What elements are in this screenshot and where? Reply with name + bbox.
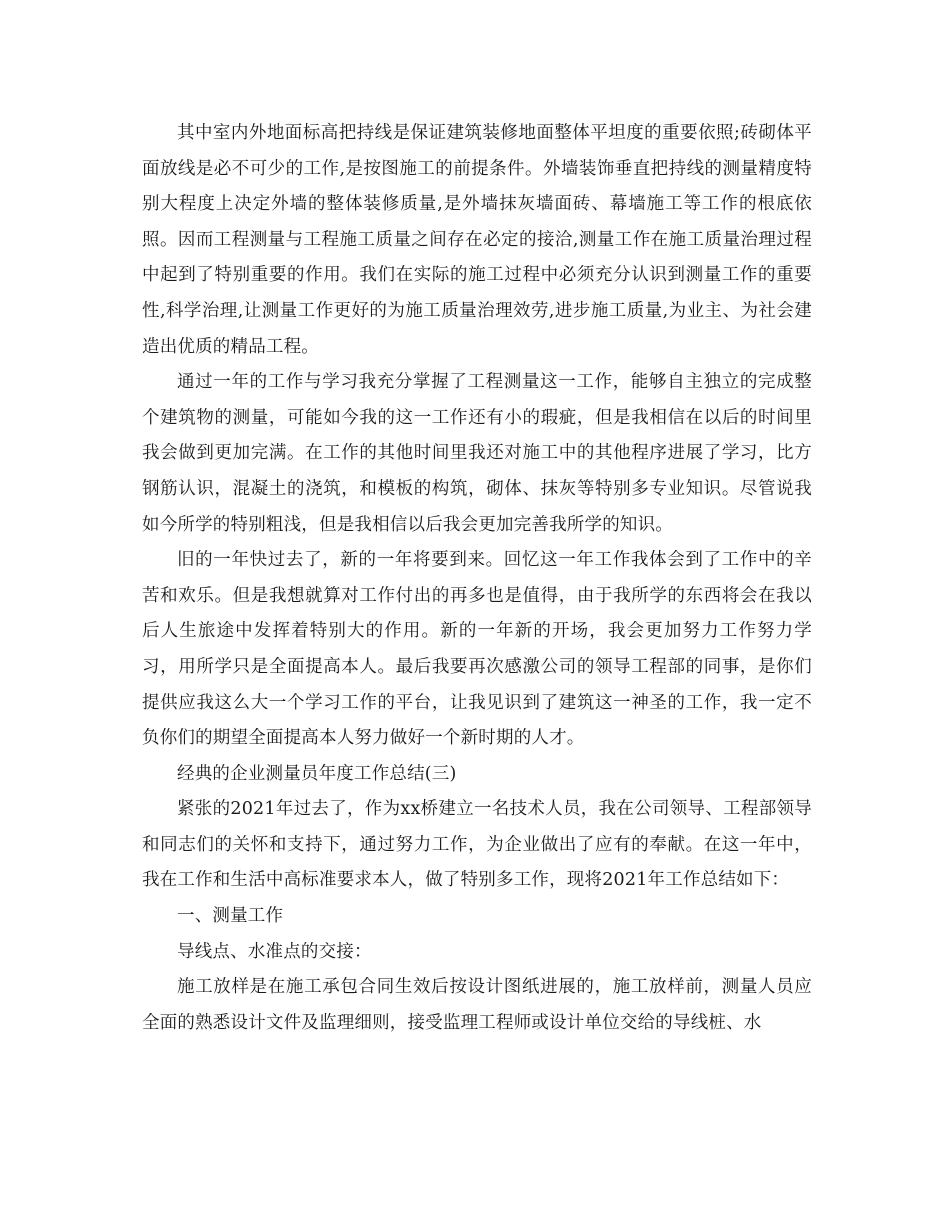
subheading-control-points-handover: 导线点、水准点的交接： [177,941,372,962]
section-heading-measurement-work: 一、测量工作 [177,906,284,927]
paragraph-construction-layout: 施工放样是在施工承包合同生效后按设计图纸进展的，施工放样前，测量人员应全面的熟悉设计文件及监理细则，接受监理工程师或设计单位交给的导线桩、水 [142,977,812,1033]
document-body [142,116,812,1041]
paragraph-year-intro: 紧张的2021年过去了，作为xx桥建立一名技术人员，我在公司领导、工程部领导和同志们的关怀和支持下，通过努力工作，为企业做出了应有的奉献。在这一年中，我在工作和生活中高标准要求本人，做了特别多工作，现将2021年工作总结如下： [142,799,812,891]
section-heading-summary-three: 经典的企业测量员年度工作总结(三) [177,763,457,784]
paragraph-learning-summary: 通过一年的工作与学习我充分掌握了工程测量这一工作，能够自主独立的完成整个建筑物的测量，可能如今我的这一工作还有小的瑕疵，但是我相信在以后的时间里我会做到更加完满。在工作的其他时间里我还对施工中的其他程序进展了学习，比方钢筋认识，混凝土的浇筑，和模板的构筑，砌体、抹灰等特别多专业知识。尽管说我如今所学的特别粗浅，但是我相信以后我会更加完善我所学的知识。 [142,372,812,535]
paragraph-year-reflection: 旧的一年快过去了，新的一年将要到来。回忆这一年工作我体会到了工作中的辛苦和欢乐。但是我想就算对工作付出的再多也是值得，由于我所学的东西将会在我以后人生旅途中发挥着特别大的作用。新的一年新的开场，我会更加努力工作努力学习，用所学只是全面提高本人。最后我要再次感激公司的领导工程部的同事，是你们提供应我这么大一个学习工作的平台，让我见识到了建筑这一神圣的工作，我一定不负你们的期望全面提高本人努力做好一个新时期的人才。 [142,550,812,749]
paragraph-measurement-importance: 其中室内外地面标高把持线是保证建筑装修地面整体平坦度的重要依照;砖砌体平面放线是必不可少的工作,是按图施工的前提条件。外墙装饰垂直把持线的测量精度特别大程度上决定外墙的整体装修质量,是外墙抹灰墙面砖、幕墙施工等工作的根底依照。因而工程测量与工程施工质量之间存在必定的接洽,测量工作在施工质量治理过程中起到了特别重要的作用。我们在实际的施工过程中必须充分认识到测量工作的重要性,科学治理,让测量工作更好的为施工质量治理效劳,进步施工质量,为业主、为社会建造出优质的精品工程。 [142,123,812,357]
